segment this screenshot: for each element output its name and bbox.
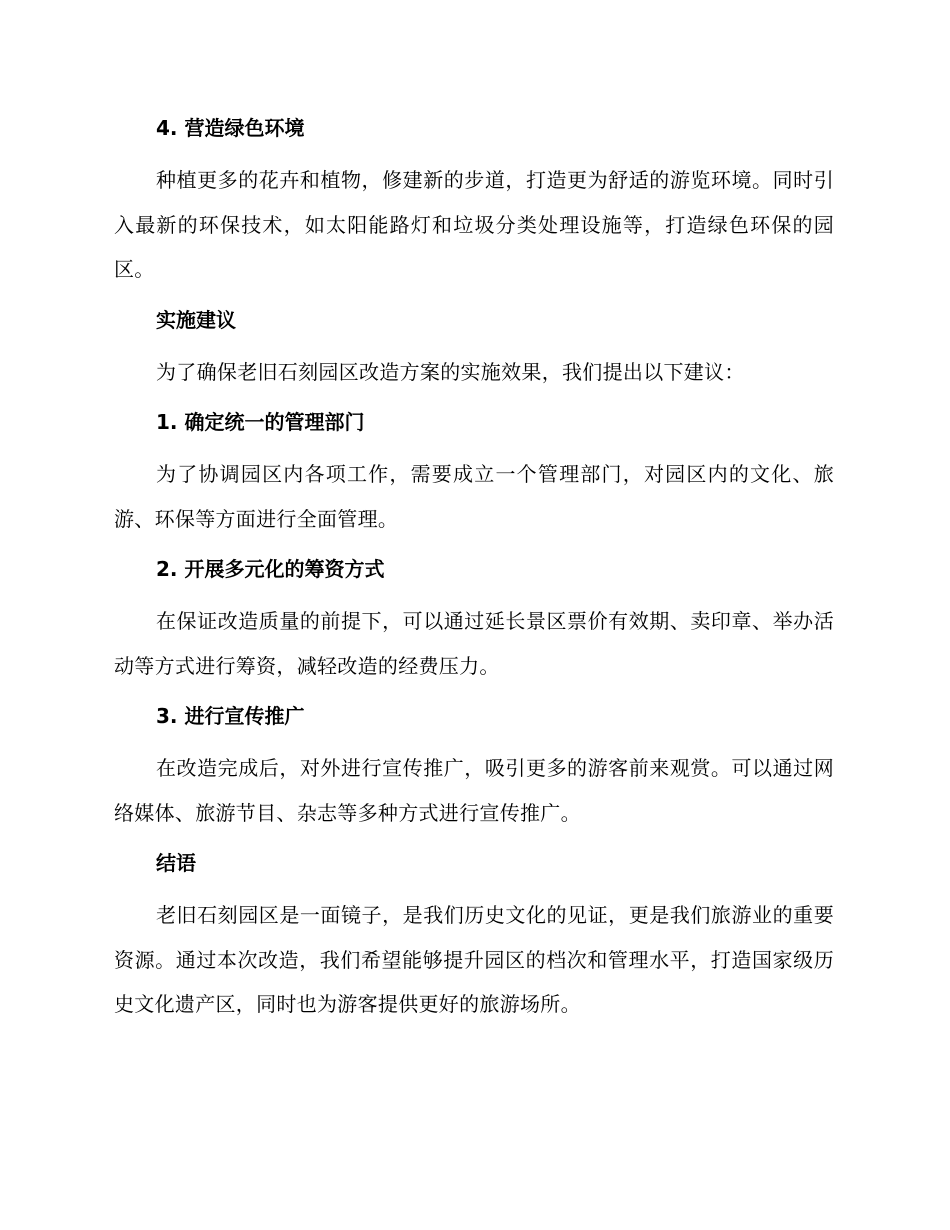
- document-body: [114, 110, 834, 1037]
- section-heading-management-dept: 1. 确定统一的管理部门: [156, 410, 365, 434]
- section-heading-promotion: 3. 进行宣传推广: [156, 704, 305, 728]
- section-heading-conclusion: 结语: [156, 851, 196, 875]
- section-paragraph-fundraising: 在保证改造质量的前提下，可以通过延长景区票价有效期、卖印章、举办活动等方式进行筹资，减轻改造的经费压力。: [114, 609, 834, 678]
- section-heading-implementation: 实施建议: [156, 307, 236, 332]
- section-heading-fundraising: 2. 开展多元化的筹资方式: [156, 557, 385, 581]
- section-paragraph-implementation: 为了确保老旧石刻园区改造方案的实施效果，我们提出以下建议：: [156, 359, 745, 384]
- section-heading-green-environment: 4. 营造绿色环境: [156, 116, 305, 140]
- section-paragraph-green-environment: 种植更多的花卉和植物，修建新的步道，打造更为舒适的游览环境。同时引入最新的环保技术，如太阳能路灯和垃圾分类处理设施等，打造绿色环保的园区。: [114, 168, 834, 281]
- section-paragraph-management-dept: 为了协调园区内各项工作，需要成立一个管理部门，对园区内的文化、旅游、环保等方面进行全面管理。: [114, 462, 834, 531]
- section-paragraph-conclusion: 老旧石刻园区是一面镜子，是我们历史文化的见证，更是我们旅游业的重要资源。通过本次改造，我们希望能够提升园区的档次和管理水平，打造国家级历史文化遗产区，同时也为游客提供更好的旅游场所。: [114, 903, 834, 1016]
- section-paragraph-promotion: 在改造完成后，对外进行宣传推广，吸引更多的游客前来观赏。可以通过网络媒体、旅游节目、杂志等多种方式进行宣传推广。: [114, 756, 834, 825]
